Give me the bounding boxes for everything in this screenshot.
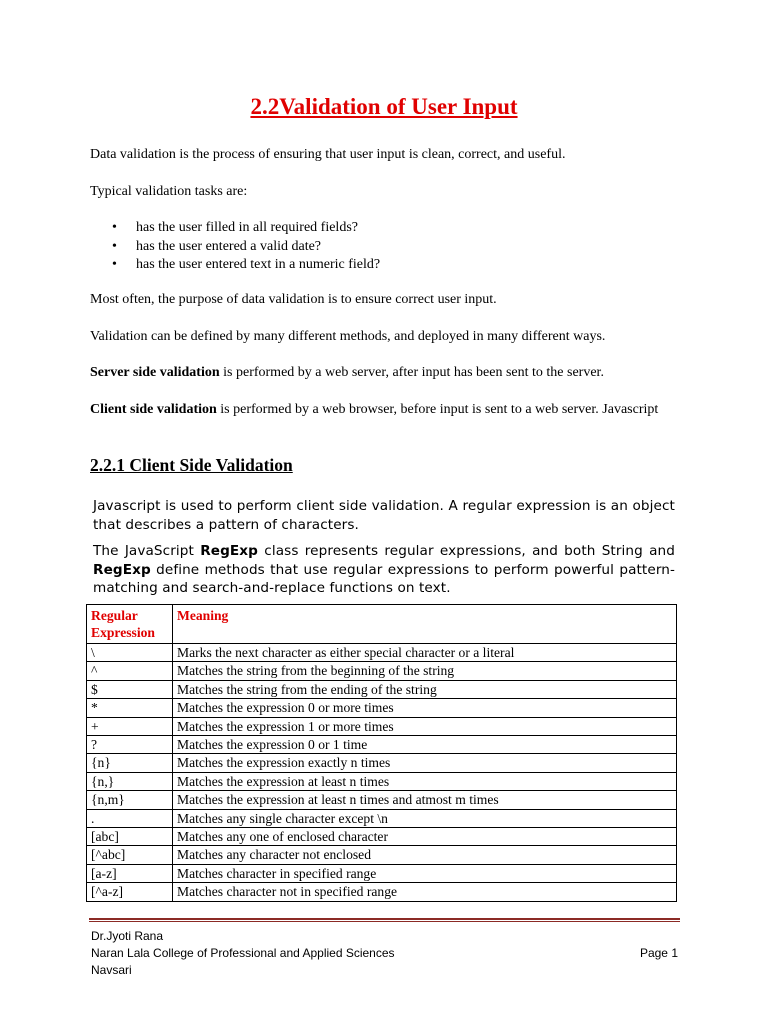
table-row (87, 717, 677, 735)
table-row (87, 883, 677, 901)
regex-symbol-cell: + (87, 717, 173, 735)
regex-symbol-cell: [a-z] (87, 864, 173, 882)
javascript-paragraph: Javascript is used to perform client side validation. A regular expression is an object that describes a pattern of characters. (93, 498, 675, 533)
regex-meaning-cell: Matches the expression 0 or more times (173, 699, 677, 717)
regex-symbol-cell: {n,} (87, 772, 173, 790)
regex-symbol-cell: ^ (87, 662, 173, 680)
table-row (87, 809, 677, 827)
table-row (87, 662, 677, 680)
regex-table-body (87, 644, 677, 902)
table-row (87, 791, 677, 809)
methods-paragraph: Validation can be defined by many different methods, and deployed in many different ways. (90, 329, 606, 344)
page-number: Page 1 (639, 946, 678, 960)
validation-task-list (90, 219, 380, 275)
regex-meaning-cell: Marks the next character as either special character or a literal (173, 644, 677, 662)
server-side-text: is performed by a web server, after input has been sent to the server. (219, 365, 604, 380)
list-item: • has the user filled in all required fields? (90, 219, 380, 238)
regexp-paragraph (93, 542, 675, 598)
regex-symbol-cell: ? (87, 736, 173, 754)
table-row (87, 864, 677, 882)
table-header-row (87, 605, 677, 644)
server-side-term: Server side validation (90, 365, 220, 380)
table-row (87, 644, 677, 662)
regex-meaning-cell: Matches the expression at least n times (173, 772, 677, 790)
regex-symbol-cell: \ (87, 644, 173, 662)
regex-meaning-cell: Matches any character not enclosed (173, 846, 677, 864)
tasks-heading: Typical validation tasks are: (90, 184, 248, 199)
table-row (87, 754, 677, 772)
regex-meaning-cell: Matches character not in specified range (173, 883, 677, 901)
regex-meaning-cell: Matches the string from the ending of the string (173, 680, 677, 698)
table-row (87, 772, 677, 790)
server-side-paragraph (90, 364, 678, 381)
regex-symbol-cell: . (87, 809, 173, 827)
regex-table (86, 604, 677, 902)
header-meaning: Meaning (173, 605, 677, 644)
footer-rule-thin (89, 921, 680, 922)
footer-author: Dr.Jyoti Rana (91, 929, 164, 943)
table-row (87, 699, 677, 717)
footer-rule (89, 918, 680, 920)
regex-meaning-cell: Matches the expression 1 or more times (173, 717, 677, 735)
regexp-text: define methods that use regular expressions to perform powerful pattern-matching and search-and-replace functions on text. (93, 561, 675, 596)
table-row (87, 828, 677, 846)
regex-symbol-cell: {n,m} (87, 791, 173, 809)
regex-symbol-cell: $ (87, 680, 173, 698)
page-title: 2.2Validation of User Input (250, 94, 518, 119)
list-item: • has the user entered a valid date? (90, 238, 380, 257)
table-row (87, 736, 677, 754)
client-side-text: is performed by a web browser, before input is sent to a web server. Javascript (216, 402, 659, 417)
regexp-keyword: RegExp (93, 561, 151, 578)
regexp-text: The JavaScript (93, 543, 201, 559)
regex-symbol-cell: * (87, 699, 173, 717)
header-regular-expression: Regular Expression (87, 605, 173, 644)
regex-meaning-cell: Matches the expression exactly n times (173, 754, 677, 772)
regex-symbol-cell: [^abc] (87, 846, 173, 864)
table-row (87, 846, 677, 864)
regex-meaning-cell: Matches any single character except \n (173, 809, 677, 827)
regex-meaning-cell: Matches the expression at least n times and atmost m times (173, 791, 677, 809)
footer-city: Navsari (91, 963, 132, 977)
intro-paragraph: Data validation is the process of ensuring that user input is clean, correct, and useful. (90, 147, 566, 162)
regex-symbol-cell: [^a-z] (87, 883, 173, 901)
table-row (87, 680, 677, 698)
regex-symbol-cell: {n} (87, 754, 173, 772)
client-side-paragraph (90, 401, 678, 418)
page-footer (91, 928, 681, 979)
footer-college: Naran Lala College of Professional and Applied Sciences (91, 946, 395, 960)
section-heading: 2.2.1 Client Side Validation (90, 455, 293, 475)
regex-meaning-cell: Matches the string from the beginning of the string (173, 662, 677, 680)
regex-meaning-cell: Matches any one of enclosed character (173, 828, 677, 846)
purpose-paragraph: Most often, the purpose of data validation is to ensure correct user input. (90, 292, 497, 307)
client-side-term: Client side validation (90, 402, 217, 417)
regex-meaning-cell: Matches the expression 0 or 1 time (173, 736, 677, 754)
regex-meaning-cell: Matches character in specified range (173, 864, 677, 882)
regexp-text: class represents regular expressions, and both String and (258, 543, 675, 559)
regex-symbol-cell: [abc] (87, 828, 173, 846)
list-item: • has the user entered text in a numeric field? (90, 256, 380, 275)
regexp-keyword: RegExp (200, 543, 259, 559)
